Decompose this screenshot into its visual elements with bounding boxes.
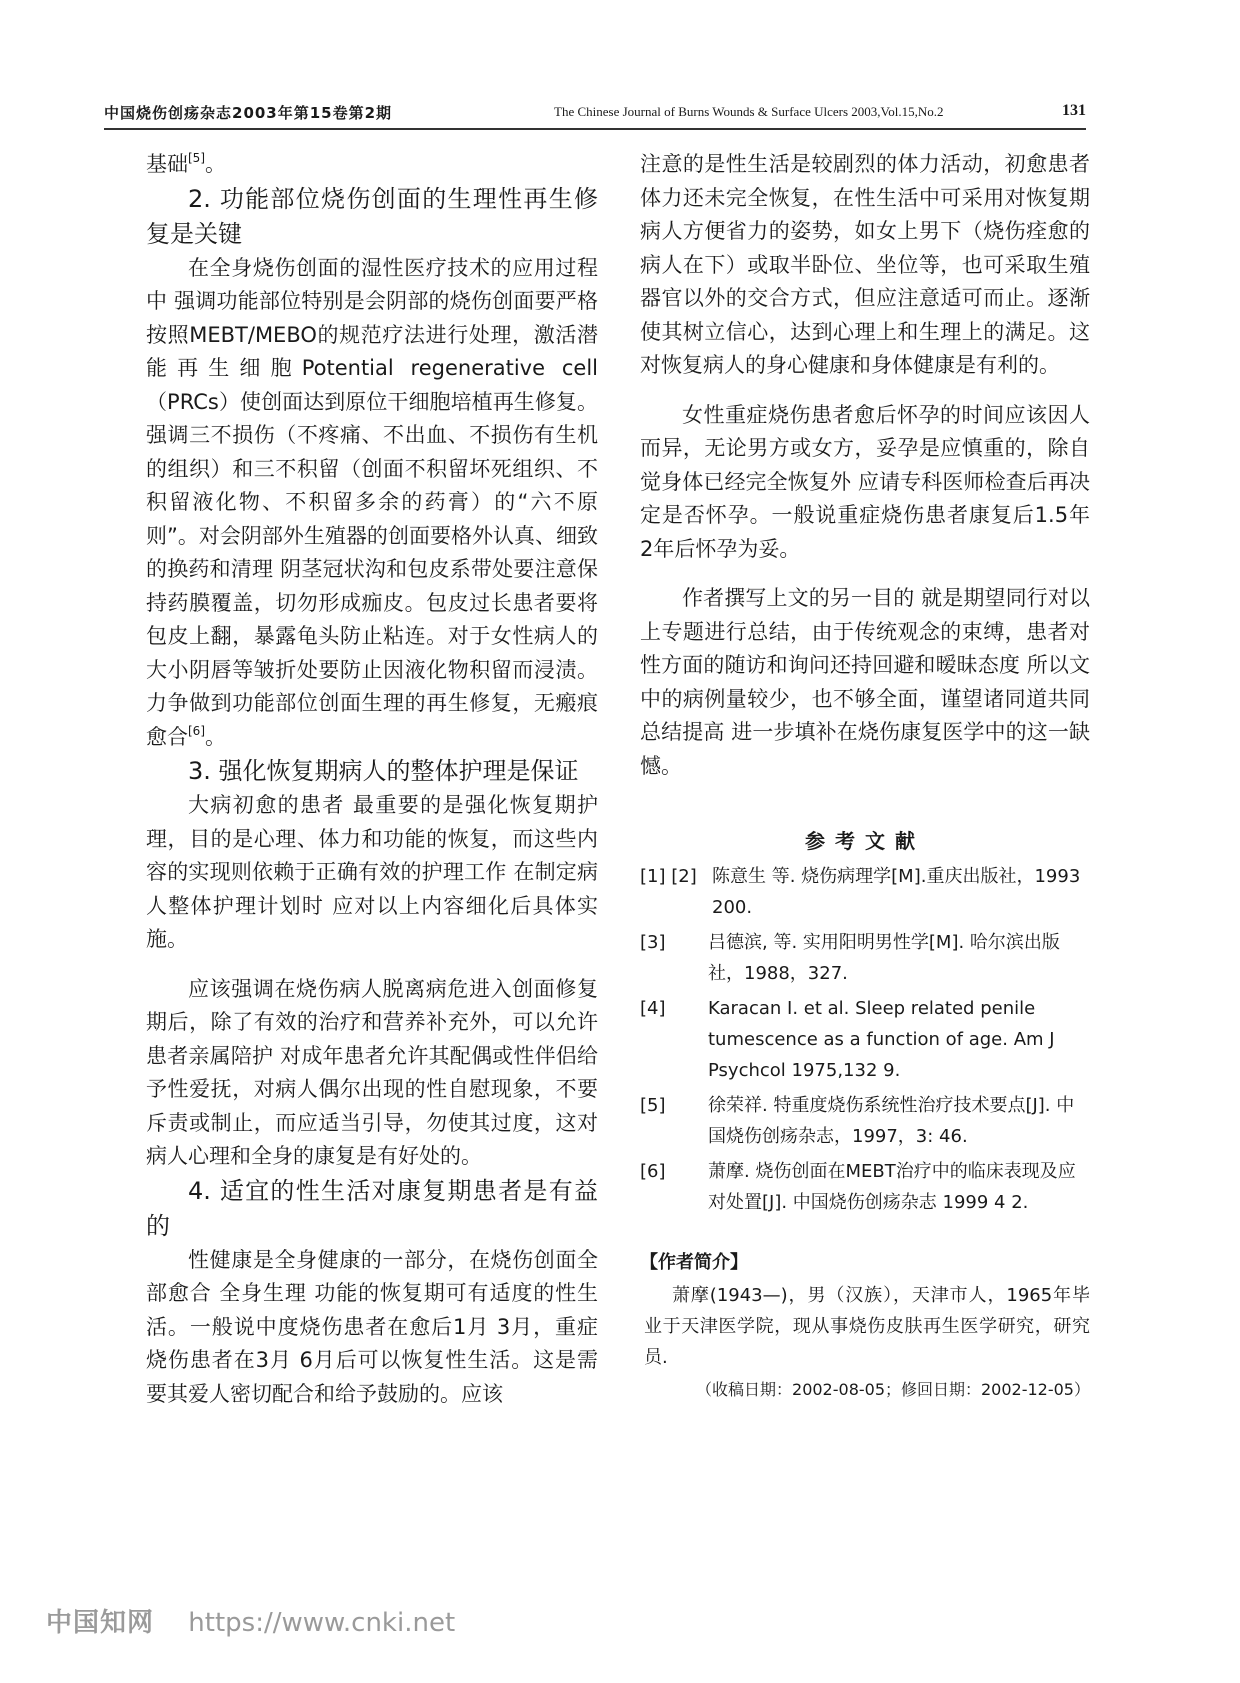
reference-item [640, 1156, 1090, 1218]
paragraph: 女性重症烧伤患者愈后怀孕的时间应该因人而异，无论男方或女方，妥孕是应慎重的，除自觉身体已经完全恢复外 应请专科医师检查后再决定是否怀孕。一般说重症烧伤患者康复后1.5年 2年后怀孕为妥。 [640, 402, 1090, 561]
section-heading-4: 4. 适宜的性生活对康复期患者是有益的 [146, 1176, 598, 1240]
reference-number: [1] [2] [640, 866, 697, 887]
reference-item [640, 861, 1090, 923]
reference-item [640, 993, 1090, 1086]
reference-text: 陈意生 等. 烧伤病理学[M].重庆出版社，1993 200. [712, 866, 1081, 918]
cnki-url[interactable]: https://www.cnki.net [188, 1608, 456, 1638]
section-heading-2: 2. 功能部位烧伤创面的生理性再生修复是关键 [146, 184, 598, 248]
journal-title-en: The Chinese Journal of Burns Wounds & Surface Ulcers 2003,Vol.15,No.2 [554, 104, 944, 119]
reference-text: Karacan I. et al. Sleep related penile tumescence as a function of age. Am J Psychcol 1975,132 9. [708, 998, 1055, 1081]
citation[interactable]: [6] [188, 723, 205, 738]
paragraph: 大病初愈的患者 最重要的是强化恢复期护理，目的是心理、体力和功能的恢复，而这些内容的实现则依赖于正确有效的护理工作 在制定病人整体护理计划时 应对以上内容细化后具体实施。 [146, 793, 598, 951]
paragraph: 作者撰写上文的另一目的 就是期望同行对以上专题进行总结，由于传统观念的束缚，患者对性方面的随访和询问还持回避和暧昧态度 所以文中的病例量较少，也不够全面，谨望诸同道共同总结提高 进一步填补在烧伤康复医学中的这一缺憾。 [640, 586, 1090, 778]
author-bio-heading: 【作者简介】 [640, 1252, 748, 1273]
reference-number: [4] [640, 998, 666, 1019]
received-dates: （收稿日期：2002-08-05；修回日期：2002-12-05） [696, 1380, 1090, 1399]
running-header [104, 100, 1086, 130]
right-column [640, 148, 1090, 1407]
paragraph-continued: 基础[5]。 [146, 151, 226, 176]
reference-item [640, 927, 1090, 989]
citation[interactable]: [5] [188, 151, 205, 165]
cnki-logo: 中国知网 [46, 1608, 155, 1638]
reference-text: 徐荣祥. 特重度烧伤系统性治疗技术要点[J]. 中国烧伤创疡杂志，1997，3: 46. [708, 1095, 1075, 1147]
journal-title-cn: 中国烧伤创疡杂志2003年第15卷第2期 [104, 104, 393, 122]
author-bio: 萧摩(1943—)，男（汉族），天津市人，1965年毕业于天津医学院，现从事烧伤皮肤再生医学研究，研究员. [644, 1285, 1090, 1368]
reference-number: [6] [640, 1161, 666, 1182]
reference-text: 萧摩. 烧伤创面在MEBT治疗中的临床表现及应对处置[J]. 中国烧伤创疡杂志 1999 4 2. [708, 1161, 1076, 1213]
paragraph: 在全身烧伤创面的湿性医疗技术的应用过程中 强调功能部位特别是会阴部的烧伤创面要严格按照MEBT/MEBO的规范疗法进行处理，激活潜能再生细胞Potential regenerative cell（PRCs）使创面达到原位干细胞培植再生修复。强调三不损伤（不疼痛、不出血、不损伤有生机的组织）和三不积留（创面不积留坏死组织、不积留液化物、不积留多余的药膏）的“六不原则”。对会阴部外生殖器的创面要格外认真、细致的换药和清理 阴茎冠状沟和包皮系带处要注意保持药膜覆盖，切勿形成痂皮。包皮过长患者要将包皮上翻，暴露龟头防止粘连。对于女性病人的大小阴唇等皱折处要防止因液化物积留而浸渍。力争做到功能部位创面生理的再生修复，无瘢痕愈合[6]。 [146, 255, 598, 749]
reference-list [640, 861, 1090, 1218]
page-number: 131 [1062, 102, 1086, 119]
cnki-watermark [46, 1602, 455, 1639]
reference-number: [3] [640, 932, 666, 953]
paragraph-continued: 注意的是性生活是较剧烈的体力活动，初愈患者体力还未完全恢复，在性生活中可采用对恢复期病人方便省力的姿势，如女上男下（烧伤痊愈的病人在下）或取半卧位、坐位等，也可采取生殖器官以外的交合方式，但应注意适可而止。逐渐使其树立信心，达到心理上和生理上的满足。这对恢复病人的身心健康和身体健康是有利的。 [640, 152, 1090, 377]
reference-item [640, 1090, 1090, 1152]
paragraph: 应该强调在烧伤病人脱离病危进入创面修复期后，除了有效的治疗和营养补充外，可以允许患者亲属陪护 对成年患者允许其配偶或性伴侣给予性爱抚，对病人偶尔出现的性自慰现象，不要斥责或制止，而应适当引导，勿使其过度，这对病人心理和全身的康复是有好处的。 [146, 976, 598, 1168]
reference-number: [5] [640, 1095, 666, 1116]
section-heading-3: 3. 强化恢复期病人的整体护理是保证 [188, 757, 579, 785]
left-column [146, 148, 598, 1411]
paragraph: 性健康是全身健康的一部分，在烧伤创面全部愈合 全身生理 功能的恢复期可有适度的性生活。一般说中度烧伤患者在愈后1月 3月，重症烧伤患者在3月 6月后可以恢复性生活。这是需要其爱人密切配合和给予鼓励的。应该 [146, 1247, 598, 1406]
references-heading: 参考文献 [805, 829, 925, 853]
reference-text: 吕德滨, 等. 实用阳明男性学[M]. 哈尔滨出版社，1988，327. [708, 932, 1060, 984]
